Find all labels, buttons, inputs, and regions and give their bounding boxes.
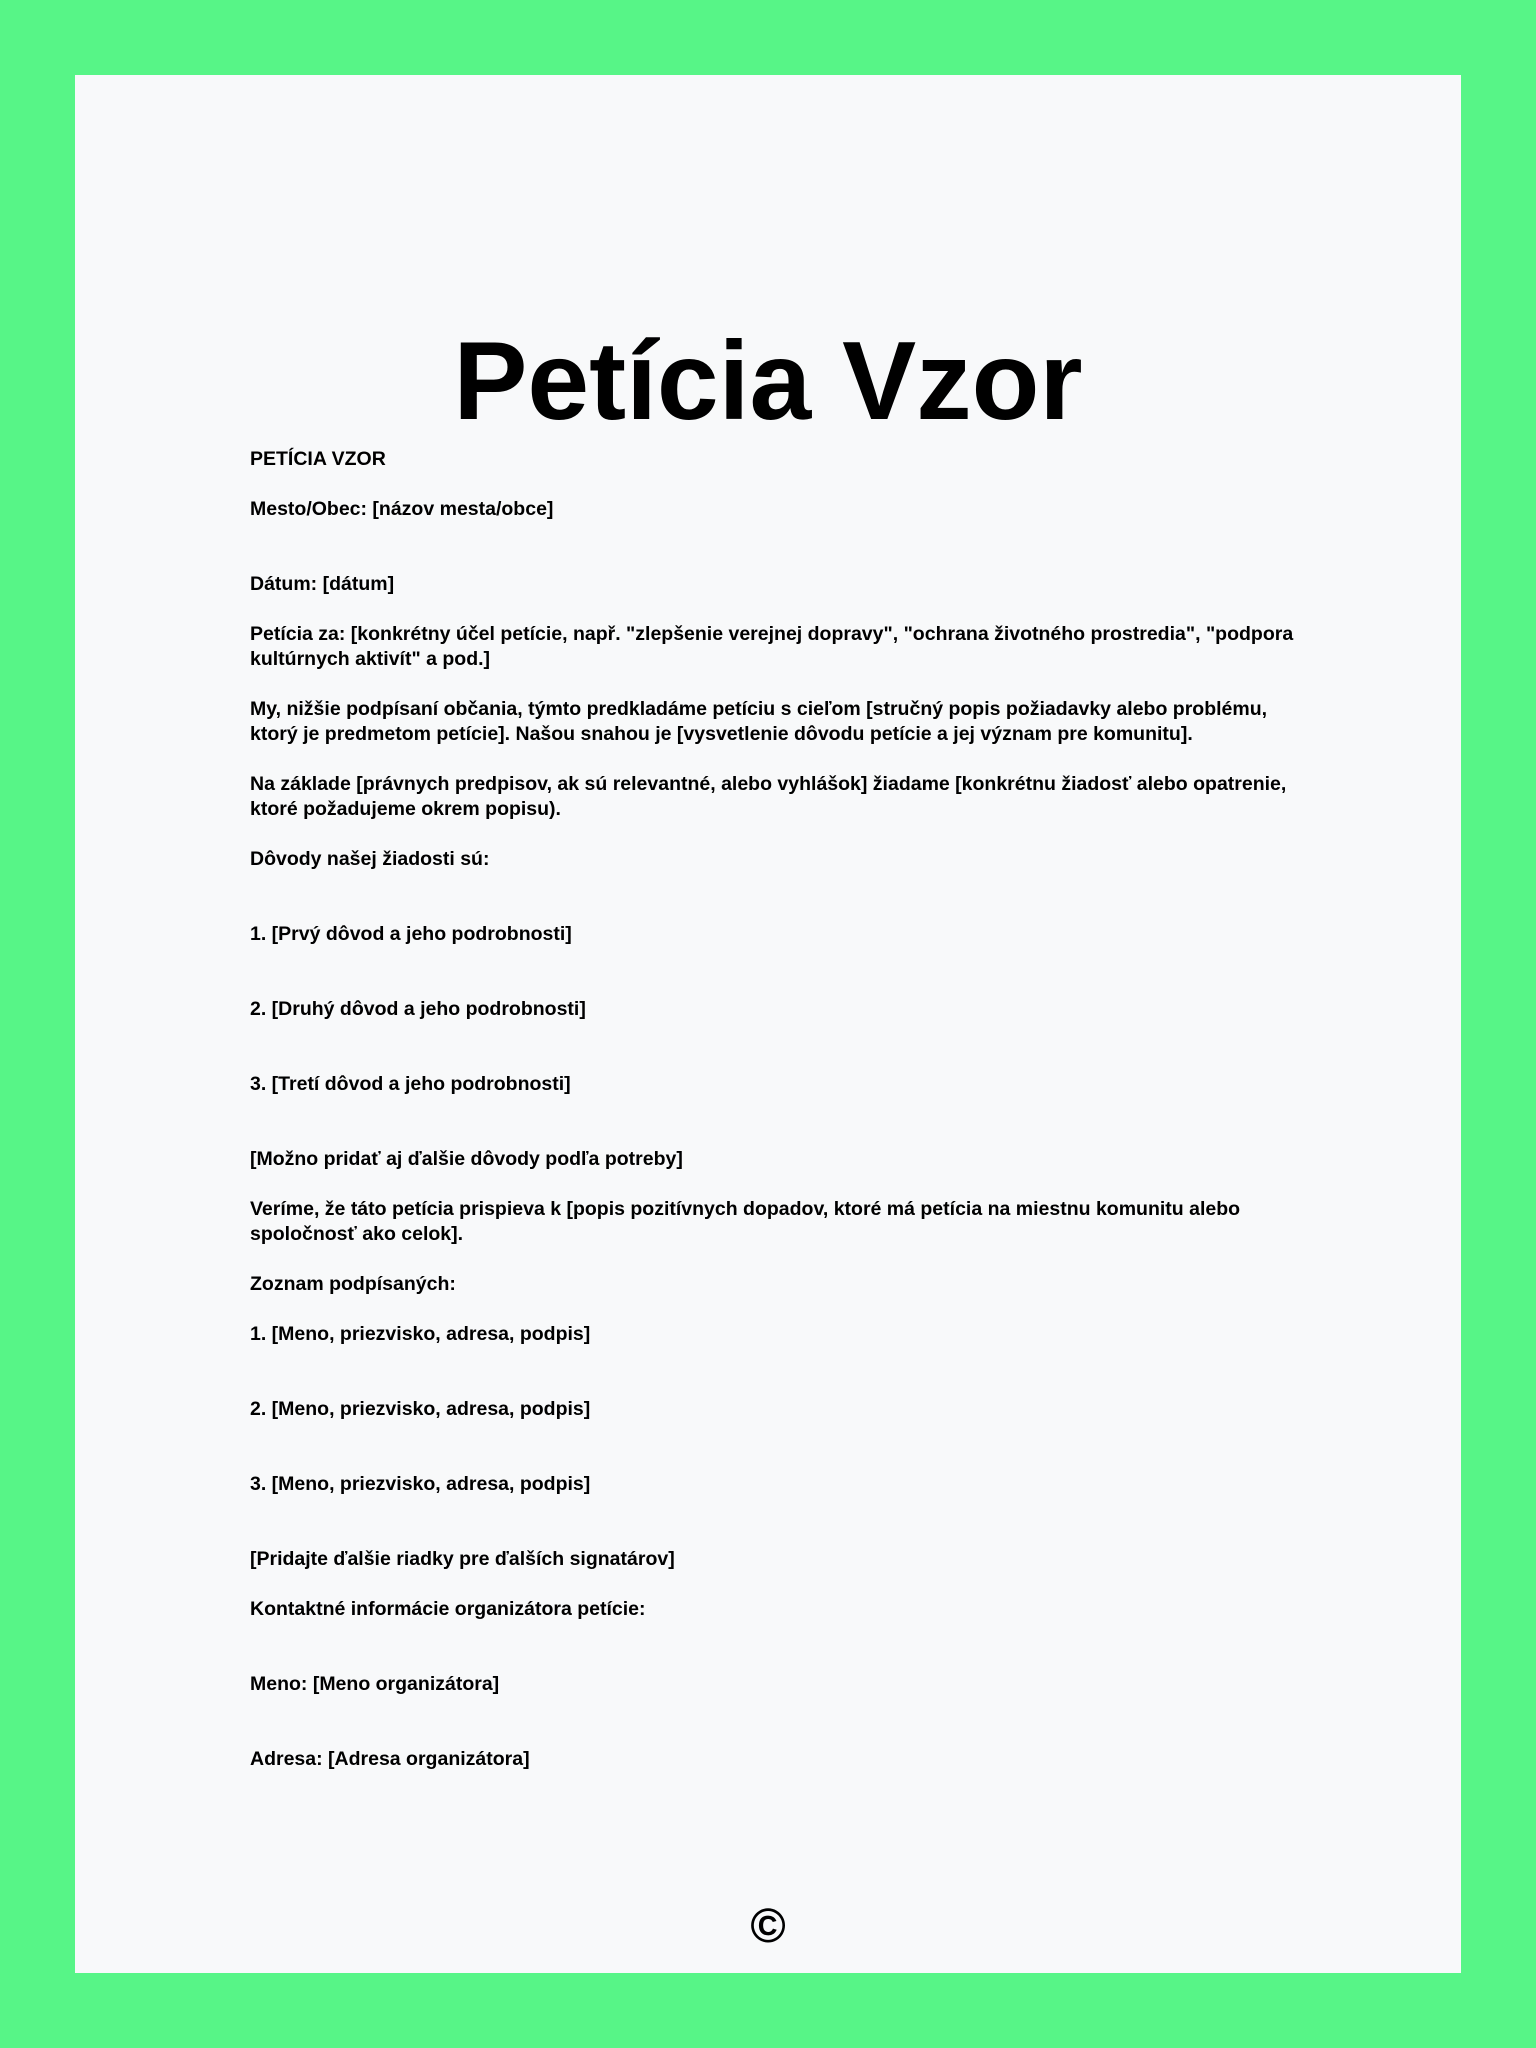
impact-paragraph: Veríme, že táto petícia prispieva k [popis pozitívnych dopadov, ktoré má petícia na miestnu komunitu alebo spoločnosť ako celok]. <box>250 1198 1241 1245</box>
copyright-icon: © <box>750 1900 786 1953</box>
document-page <box>75 75 1461 1973</box>
additional-reasons-note: [Možno pridať aj ďalšie dôvody podľa potreby] <box>250 1148 683 1170</box>
signatory-item: 1. [Meno, priezvisko, adresa, podpis] <box>250 1323 591 1345</box>
contact-heading: Kontaktné informácie organizátora petície: <box>250 1598 646 1620</box>
organizer-address: Adresa: [Adresa organizátora] <box>250 1748 530 1770</box>
signatory-item: 2. [Meno, priezvisko, adresa, podpis] <box>250 1398 591 1420</box>
document-title: Petícia Vzor <box>453 319 1083 443</box>
date-line: Dátum: [dátum] <box>250 573 395 595</box>
additional-signatories-note: [Pridajte ďalšie riadky pre ďalších signatárov] <box>250 1548 675 1570</box>
reason-item: 1. [Prvý dôvod a jeho podrobnosti] <box>250 923 572 945</box>
intro-paragraph: My, nižšie podpísaní občania, týmto predkladáme petíciu s cieľom [stručný popis požiadavky alebo problému, ktorý je predmetom petície]. Našou snahou je [vysvetlenie dôvodu petície a jej význam pre komunitu]. <box>250 698 1268 745</box>
petition-heading: PETÍCIA VZOR <box>250 448 386 470</box>
city-line: Mesto/Obec: [názov mesta/obce] <box>250 498 554 520</box>
request-paragraph: Na základe [právnych predpisov, ak sú relevantné, alebo vyhlášok] žiadame [konkrétnu žiadosť alebo opatrenie, ktoré požadujeme okrem popisu). <box>250 773 1287 820</box>
document-body <box>250 447 1310 1797</box>
reason-item: 3. [Tretí dôvod a jeho podrobnosti] <box>250 1073 571 1095</box>
organizer-name: Meno: [Meno organizátora] <box>250 1673 500 1695</box>
petition-purpose: Petícia za: [konkrétny účel petície, např. "zlepšenie verejnej dopravy", "ochrana životného prostredia", "podpora kultúrnych aktivít" a pod.] <box>250 623 1294 670</box>
reasons-heading: Dôvody našej žiadosti sú: <box>250 848 490 870</box>
signatory-item: 3. [Meno, priezvisko, adresa, podpis] <box>250 1473 591 1495</box>
reason-item: 2. [Druhý dôvod a jeho podrobnosti] <box>250 998 586 1020</box>
signatories-heading: Zoznam podpísaných: <box>250 1273 456 1295</box>
